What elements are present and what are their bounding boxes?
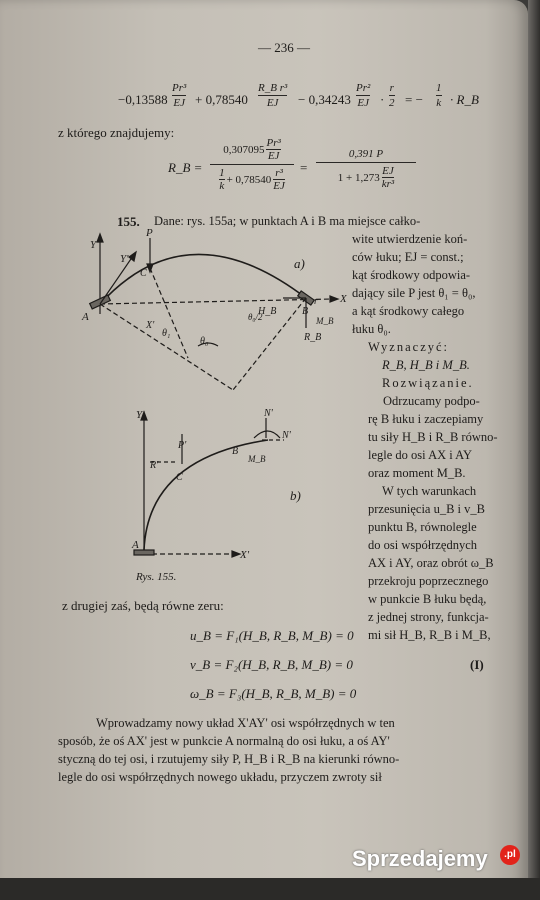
system-line-2: v_B = F₂(H_B, R_B, M_B) = 0 [190, 657, 353, 672]
eq2-big-num: 0,307095 [223, 143, 265, 156]
figure-155b [134, 412, 284, 557]
radius-a [100, 304, 233, 390]
force-p-arrow [147, 264, 153, 272]
problem-line-2: ców łuku; EJ = const.; [352, 250, 464, 264]
fig-b-label-b: B [232, 446, 239, 457]
page-number: — 236 — [258, 40, 310, 55]
closing-line-1: sposób, że oś AX' jest w punkcie A normalną do osi łuku, a oś AY' [58, 734, 390, 748]
eq1-f2-den: EJ [266, 97, 279, 109]
eq1-f1-num: Pr³ [172, 82, 187, 94]
fig-label-c: C [140, 268, 147, 279]
fig-label-y: Y [90, 239, 97, 251]
fig-label-hb: H_B [258, 306, 277, 317]
problem-line-1: wite utwierdzenie koń- [352, 232, 468, 246]
eq2-bd1-num: 1 [219, 167, 225, 179]
eq2-den-frac-1 [219, 167, 225, 192]
solution-line-7: punktu B, równolegle [368, 520, 477, 534]
axis-x-arrow [330, 296, 338, 302]
solution-line-13: mi sił H_B, R_B i M_B, [368, 628, 491, 642]
system-line-3: ω_B = F₃(H_B, R_B, M_B) = 0 [190, 686, 357, 701]
solution-line-10: przekroju poprzecznego [368, 574, 489, 588]
eq1-fraction-2 [258, 82, 287, 109]
arch-curve [100, 254, 306, 304]
problem-line-3: kąt środkowy odpowia- [352, 268, 471, 282]
eq1-fraction-5 [436, 82, 442, 109]
solution-line-2: tu siły H_B i R_B równo- [368, 430, 498, 444]
fig-b-label-y-prime: Y' [136, 409, 145, 421]
problem-number: 155. [117, 214, 140, 229]
solution-line-5: W tych warunkach [382, 484, 477, 498]
fig-label-x-prime: X' [146, 320, 155, 331]
fig-b-label-c: C [176, 472, 183, 483]
fig-label-theta0-half: θ₀/2 [248, 312, 263, 322]
eq2-bd2-num: r³ [275, 167, 283, 179]
eq1-fraction-3 [356, 82, 370, 109]
bottom-strip [0, 878, 540, 900]
fig-label-rb: R_B [304, 332, 322, 343]
eq2-den-mid: + 0,78540 [226, 173, 272, 186]
closing-line-2: styczną do tej osi, i rzutujemy siły P, H_B i R_B na kierunki równo- [58, 752, 400, 766]
figure-155 [78, 228, 358, 588]
eq2-den-frac-2 [273, 167, 285, 192]
axis-y-arrow [97, 234, 103, 242]
fig-part-b: b) [290, 488, 301, 503]
fig-b-label-a: A [132, 539, 139, 551]
watermark-dot: .pl [500, 845, 520, 865]
fig-label-r: r [314, 296, 318, 307]
solution-line-1: rę B łuku i zaczepiamy [368, 412, 484, 426]
eq1-f1-den: EJ [173, 97, 185, 109]
fig-label-p: P [146, 228, 153, 239]
eq2-right-den-frac [382, 165, 394, 190]
eq2-right-num: 0,391 P [348, 148, 384, 160]
eq1-f4-num: r [389, 82, 394, 94]
fig-label-x: X [340, 293, 347, 305]
find-values: R_B, H_B i M_B. [382, 358, 470, 372]
system-tag: (I) [470, 657, 484, 672]
solution-line-9: AX i AY, oraz obrót ω_B [368, 556, 494, 570]
fig-b-label-x-prime: X' [240, 549, 250, 561]
axis-x [100, 299, 333, 304]
fig-label-theta1: θ₁ [162, 328, 171, 339]
eq1-f3-num: Pr² [356, 82, 371, 94]
eq2-bd1-den: k [219, 180, 225, 192]
problem-line-4: dający sile P jest θ₁ = θ₀, [352, 286, 476, 300]
solution-line-12: z jednej strony, funkcja- [368, 610, 489, 624]
problem-line-0: Dane: rys. 155a; w punktach A i B ma miejsce całko- [154, 214, 421, 228]
eq2-right-den-a: 1 + 1,273 [337, 171, 380, 184]
fig-b-label-r-prime: R' [150, 460, 159, 471]
solution-line-8: do osi współrzędnych [368, 538, 478, 552]
closing-line-0: Wprowadzamy nowy układ X'AY' osi współrzędnych w ten [96, 716, 395, 730]
solution-line-3: legle do osi AX i AY [368, 448, 473, 462]
other-side-text: z drugiej zaś, będą równe zeru: [62, 598, 224, 613]
eq1-fraction-1 [172, 82, 186, 109]
fig-label-mb: M_B [316, 316, 334, 326]
eq2-lhs: R_B = [168, 160, 203, 175]
eq1-f5-num: 1 [436, 82, 442, 94]
solution-line-0: Odrzucamy podpo- [383, 394, 480, 408]
eq2-bnf-num: Pr³ [266, 137, 281, 149]
fig-b-label-n-prime: N' [264, 408, 273, 419]
solution-line-6: przesunięcia u_B i v_B [368, 502, 485, 516]
eq2-bnf-den: EJ [267, 150, 280, 162]
fig-b-label-p-prime: P' [178, 440, 187, 451]
eq2-bd2-den: EJ [273, 180, 285, 192]
solution-heading: Rozwiązanie. [382, 376, 474, 390]
solution-line-4: oraz moment M_B. [368, 466, 466, 480]
radius-c [150, 268, 188, 358]
eq2-big-fraction [210, 137, 294, 192]
eq1-f2-num: R_B r³ [258, 82, 288, 94]
moment-mb-arc [254, 431, 280, 438]
eq2-equals: = [300, 160, 308, 175]
figure-caption: Rys. 155. [136, 571, 177, 583]
eq1-rhs-tail: · R_B [450, 92, 479, 107]
eq1-f5-den: k [436, 97, 442, 109]
eq2-rdb-den: kr³ [381, 178, 395, 190]
fig-part-a: a) [294, 256, 305, 271]
eq2-rdb-num: EJ [382, 165, 394, 177]
from-which-text: z którego znajdujemy: [58, 125, 175, 140]
eq2-big-num-frac [266, 137, 280, 162]
fig-label-a: A [82, 311, 89, 323]
system-line-1: u_B = F₁(H_B, R_B, M_B) = 0 [190, 628, 354, 643]
fig-b-label-n-prime-2: N' [282, 430, 291, 441]
fig-label-theta0: θ₀ [200, 336, 209, 347]
fig-label-y-prime: Y' [120, 253, 129, 265]
eq1-coef-1: −0,13588 [118, 92, 168, 107]
eq1-rhs: = − [405, 92, 423, 107]
eq1-f3-den: EJ [357, 97, 369, 109]
eq1-dot: · [380, 92, 385, 107]
closing-line-3: legle do osi współrzędnych nowego układu, przyczem zwroty sił [58, 770, 382, 784]
eq1-coef-2: + 0,78540 [195, 92, 248, 107]
page-shadow-edge [528, 0, 540, 900]
eq1-f4-den: 2 [389, 97, 395, 109]
problem-line-6: łuku θ₀. [352, 322, 391, 336]
problem-line-5: a kąt środkowy całego [352, 304, 465, 318]
fig-label-b: B [302, 306, 309, 317]
axis-x-prime-b-arrow [232, 551, 240, 557]
fig-b-label-mb: M_B [248, 454, 266, 464]
solution-line-11: w punkcie B łuku będą, [368, 592, 487, 606]
eq1-coef-3: − 0,34243 [298, 92, 351, 107]
watermark-logo: Sprzedajemy [352, 846, 488, 871]
find-heading: Wyznaczyć: [368, 340, 450, 354]
eq1-fraction-4 [389, 82, 395, 109]
eq2-right-fraction [316, 148, 416, 190]
